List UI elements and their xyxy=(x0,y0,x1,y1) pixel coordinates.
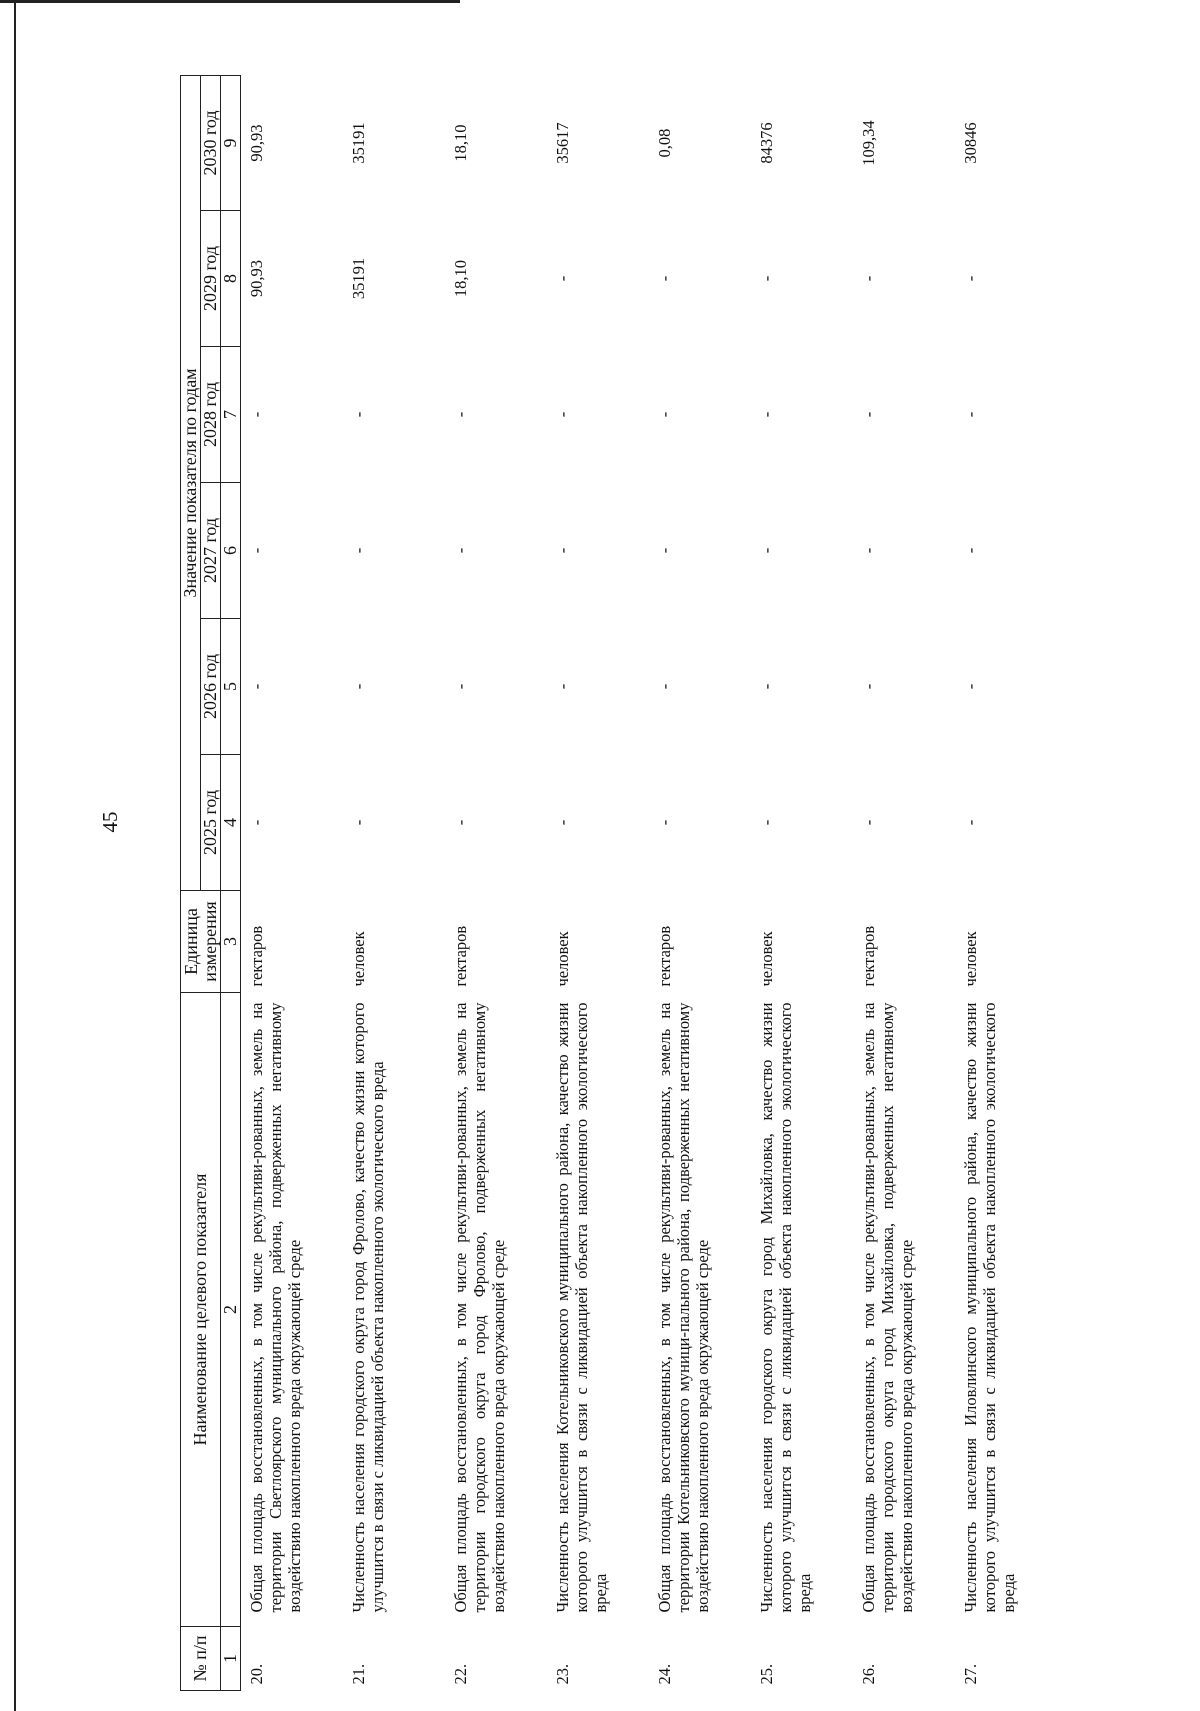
value-2026: - xyxy=(756,683,776,690)
value-2027: - xyxy=(552,547,572,554)
value-2029: 35191 xyxy=(348,257,368,300)
row-number: 23. xyxy=(552,1663,572,1685)
header-year: 2025 год xyxy=(201,755,221,891)
value-2025: - xyxy=(348,819,368,826)
value-2029: 90,93 xyxy=(247,259,266,298)
header-unit: Единица измерения xyxy=(181,891,221,993)
scan-edge-top xyxy=(0,0,460,3)
column-number: 6 xyxy=(221,483,241,619)
row-number: 22. xyxy=(450,1663,470,1685)
indicator-name: Численность населения городского округа город Фролово, качество жизни которого улучшится в связи с ликвидацией объекта накопленного экологического вреда xyxy=(348,1002,387,1613)
header-year: 2030 год xyxy=(201,76,221,211)
header-name: Наименование целевого показателя xyxy=(181,993,221,1627)
target-indicators-table xyxy=(180,75,1057,1691)
value-2026: - xyxy=(552,683,572,690)
value-2028: - xyxy=(654,411,674,418)
value-2029: 18,10 xyxy=(450,259,470,298)
row-number: 25. xyxy=(756,1663,776,1685)
value-2025: - xyxy=(756,819,776,826)
value-2028: - xyxy=(552,411,572,418)
value-2029: - xyxy=(960,275,980,282)
indicator-name: Общая площадь восстановленных, в том числе рекультиви-рованных, земель на территории Котельниковского муници-пального района, подверженных негативному воздействию накопленного вреда окружающей среде xyxy=(654,1002,712,1613)
value-2027: - xyxy=(450,547,470,554)
value-2026: - xyxy=(247,683,266,690)
value-2030: 84376 xyxy=(756,122,776,164)
unit: человек xyxy=(552,931,572,987)
value-2030: 35617 xyxy=(552,122,572,164)
table-row xyxy=(955,76,1057,1691)
value-2029: - xyxy=(858,275,878,282)
column-number: 8 xyxy=(221,211,241,347)
value-2025: - xyxy=(247,819,266,826)
value-2030: 18,10 xyxy=(450,124,470,162)
value-2026: - xyxy=(654,683,674,690)
row-number: 26. xyxy=(858,1663,878,1685)
column-number: 1 xyxy=(221,1627,241,1691)
header-year: 2026 год xyxy=(201,619,221,755)
column-number: 2 xyxy=(221,993,241,1627)
value-2030: 0,08 xyxy=(654,128,674,158)
row-number: 27. xyxy=(960,1663,980,1685)
unit: гектаров xyxy=(247,925,266,987)
table-row xyxy=(649,76,751,1691)
value-2027: - xyxy=(654,547,674,554)
value-2027: - xyxy=(348,547,368,554)
rotated-table-wrapper xyxy=(180,76,1100,1691)
value-2025: - xyxy=(858,819,878,826)
row-number: 21. xyxy=(348,1663,368,1685)
value-2025: - xyxy=(654,819,674,826)
page-number: 45 xyxy=(98,811,122,833)
indicator-name: Общая площадь восстановленных, в том числе рекультиви-рованных, земель на территории городского округа город Михайловка, подверженных негативному воздействию накопленного вреда окружающей среде xyxy=(858,1002,916,1613)
value-2028: - xyxy=(247,411,266,418)
value-2027: - xyxy=(858,547,878,554)
value-2026: - xyxy=(450,683,470,690)
row-number: 20. xyxy=(247,1663,266,1685)
table-row xyxy=(853,76,955,1691)
value-2029: - xyxy=(756,275,776,282)
indicator-name: Общая площадь восстановленных, в том числе рекультиви-рованных, земель на территории Светлоярского муниципального района, подверженных негативному воздействию накопленного вреда окружающей среде xyxy=(247,1002,304,1613)
indicator-name: Общая площадь восстановленных, в том числе рекультиви-рованных, земель на территории городского округа город Фролово, подверженных негативному воздействию накопленного вреда окружающей среде xyxy=(450,1002,508,1613)
value-2028: - xyxy=(348,411,368,418)
column-number: 5 xyxy=(221,619,241,755)
table-row xyxy=(751,76,853,1691)
value-2028: - xyxy=(960,411,980,418)
value-2030: 35191 xyxy=(348,122,368,164)
header-year: 2027 год xyxy=(201,483,221,619)
column-number: 9 xyxy=(221,76,241,211)
unit: гектаров xyxy=(858,925,878,987)
header-year: 2028 год xyxy=(201,347,221,483)
value-2027: - xyxy=(247,547,266,554)
value-2029: - xyxy=(552,275,572,282)
value-2027: - xyxy=(756,547,776,554)
unit: гектаров xyxy=(654,925,674,987)
value-2025: - xyxy=(552,819,572,826)
table-row xyxy=(241,76,343,1691)
table-row xyxy=(343,76,445,1691)
value-2028: - xyxy=(858,411,878,418)
column-number: 3 xyxy=(221,891,241,993)
header-num: № п/п xyxy=(181,1627,221,1691)
scan-edge-left xyxy=(14,0,16,1711)
table-row xyxy=(547,76,649,1691)
unit: гектаров xyxy=(450,925,470,987)
value-2028: - xyxy=(450,411,470,418)
value-2028: - xyxy=(756,411,776,418)
value-2026: - xyxy=(960,683,980,690)
value-2027: - xyxy=(960,547,980,554)
value-2030: 109,34 xyxy=(858,120,878,166)
indicator-name: Численность населения Котельниковского муниципального района, качество жизни которого улучшится в связи с ликвидацией объекта накопленного экологического вреда xyxy=(552,1002,610,1613)
header-values-group: Значение показателя по годам xyxy=(181,76,201,891)
value-2026: - xyxy=(348,683,368,690)
table-row xyxy=(445,76,547,1691)
value-2029: - xyxy=(654,275,674,282)
header-year: 2029 год xyxy=(201,211,221,347)
value-2026: - xyxy=(858,683,878,690)
value-2030: 30846 xyxy=(960,122,980,164)
unit: человек xyxy=(756,931,776,987)
value-2030: 90,93 xyxy=(247,124,266,162)
value-2025: - xyxy=(960,819,980,826)
value-2025: - xyxy=(450,819,470,826)
column-number: 7 xyxy=(221,347,241,483)
column-number: 4 xyxy=(221,755,241,891)
indicator-name: Численность населения городского округа город Михайловка, качество жизни которого улучшится в связи с ликвидацией объекта накопленного экологического вреда xyxy=(756,1002,814,1613)
row-number: 24. xyxy=(654,1663,674,1685)
unit: человек xyxy=(348,931,368,987)
indicator-name: Численность населения Иловлинского муниципального района, качество жизни которого улучшится в связи с ликвидацией объекта накопленного экологического вреда xyxy=(960,1002,1018,1613)
unit: человек xyxy=(960,931,980,987)
